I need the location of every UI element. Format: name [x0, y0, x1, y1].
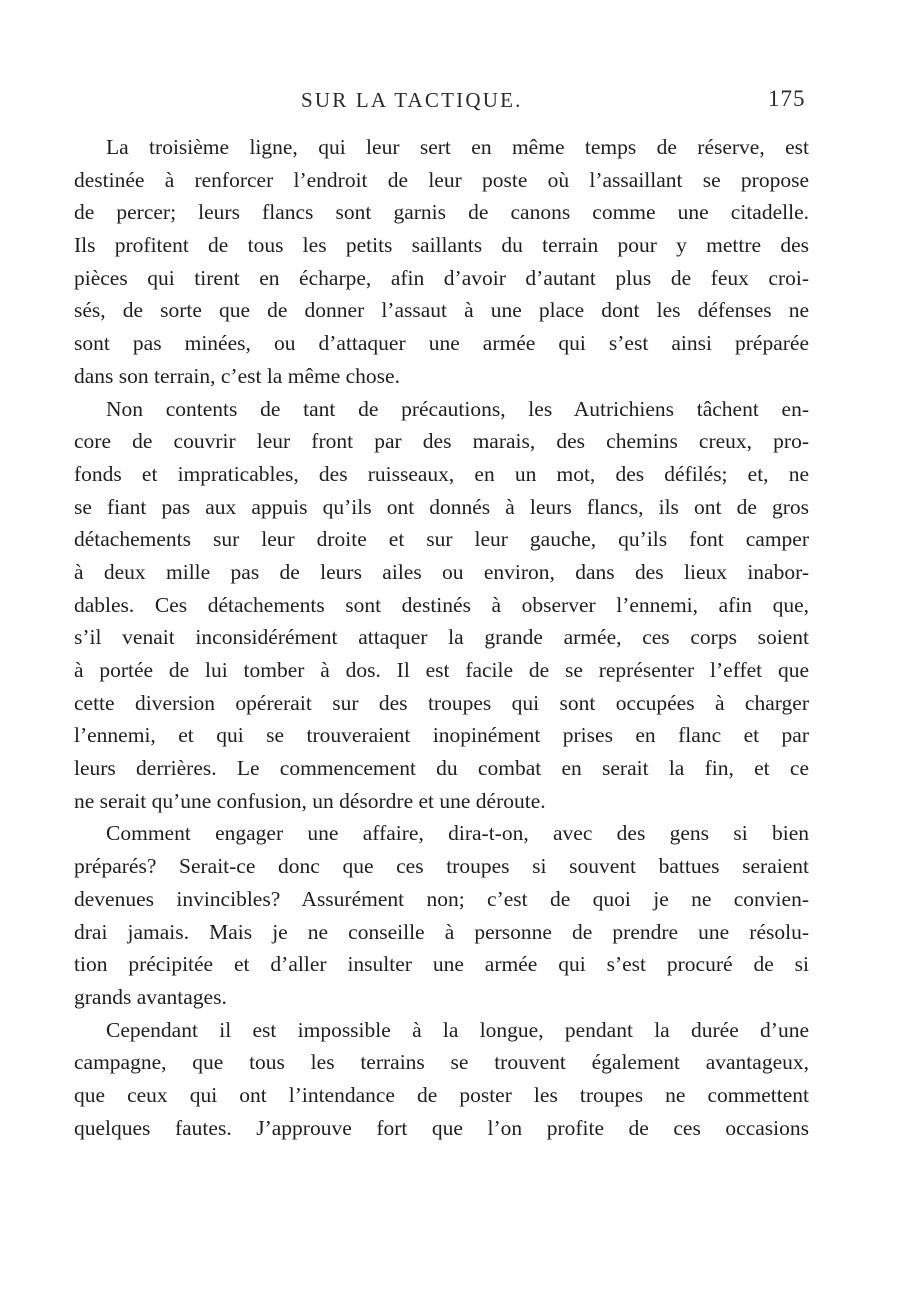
- text-line: détachements sur leur droite et sur leur gauche, qu’ils font camper: [74, 527, 809, 552]
- text-line: drai jamais. Mais je ne conseille à personne de prendre une résolu-: [74, 919, 809, 944]
- text-line: Non contents de tant de précautions, les Autrichiens tâchent en-: [106, 396, 809, 421]
- text-line: de percer; leurs flancs sont garnis de canons comme une citadelle.: [74, 200, 809, 225]
- text-line: se fiant pas aux appuis qu’ils ont donnés à leurs flancs, ils ont de gros: [74, 494, 809, 519]
- text-line: ne serait qu’une confusion, un désordre et une déroute.: [74, 788, 546, 813]
- paragraph-4: [74, 1014, 809, 1145]
- text-line: destinée à renforcer l’endroit de leur poste où l’assaillant se propose: [74, 167, 809, 192]
- text-line: pièces qui tirent en écharpe, afin d’avoir d’autant plus de feux croi-: [74, 265, 809, 290]
- text-line: fonds et impraticables, des ruisseaux, en un mot, des défilés; et, ne: [74, 461, 809, 486]
- paragraph-3: [74, 817, 809, 1013]
- text-line: tion précipitée et d’aller insulter une armée qui s’est procuré de si: [74, 952, 809, 977]
- text-line: sés, de sorte que de donner l’assaut à une place dont les défenses ne: [74, 298, 809, 323]
- text-line: devenues invincibles? Assurément non; c’est de quoi je ne convien-: [74, 886, 809, 911]
- text-line: préparés? Serait-ce donc que ces troupes si souvent battues seraient: [74, 854, 809, 879]
- text-line: core de couvrir leur front par des marais, des chemins creux, pro-: [74, 429, 809, 454]
- text-line: dans son terrain, c’est la même chose.: [74, 363, 400, 388]
- text-line: s’il venait inconsidérément attaquer la grande armée, ces corps soient: [74, 625, 809, 650]
- text-line: dables. Ces détachements sont destinés à observer l’ennemi, afin que,: [74, 592, 809, 617]
- page-number: 175: [768, 86, 806, 111]
- text-line: La troisième ligne, qui leur sert en même temps de réserve, est: [106, 135, 809, 159]
- text-line: Comment engager une affaire, dira-t-on, avec des gens si bien: [106, 821, 809, 846]
- text-line: Ils profitent de tous les petits saillants du terrain pour y mettre des: [74, 233, 809, 258]
- text-line: quelques fautes. J’approuve fort que l’on profite de ces occasions: [74, 1115, 809, 1140]
- text-line: sont pas minées, ou d’attaquer une armée qui s’est ainsi préparée: [74, 331, 809, 356]
- text-line: cette diversion opérerait sur des troupes qui sont occupées à charger: [74, 690, 809, 715]
- paragraph-2: [74, 393, 809, 818]
- text-line: leurs derrières. Le commencement du combat en serait la fin, et ce: [74, 756, 809, 781]
- text-line: à portée de lui tomber à dos. Il est facile de se représenter l’effet que: [74, 658, 809, 682]
- paragraph-1: [74, 131, 809, 393]
- text-line: à deux mille pas de leurs ailes ou environ, dans des lieux inabor-: [74, 559, 809, 584]
- text-line: que ceux qui ont l’intendance de poster les troupes ne commettent: [74, 1082, 809, 1107]
- body-text: [74, 131, 809, 1144]
- text-line: campagne, que tous les terrains se trouvent également avantageux,: [74, 1050, 809, 1075]
- text-line: grands avantages.: [74, 984, 227, 1009]
- running-head: [0, 88, 900, 118]
- text-line: l’ennemi, et qui se trouveraient inopinément prises en flanc et par: [74, 723, 809, 748]
- running-title: SUR LA TACTIQUE.: [301, 88, 523, 112]
- text-line: Cependant il est impossible à la longue, pendant la durée d’une: [106, 1017, 809, 1042]
